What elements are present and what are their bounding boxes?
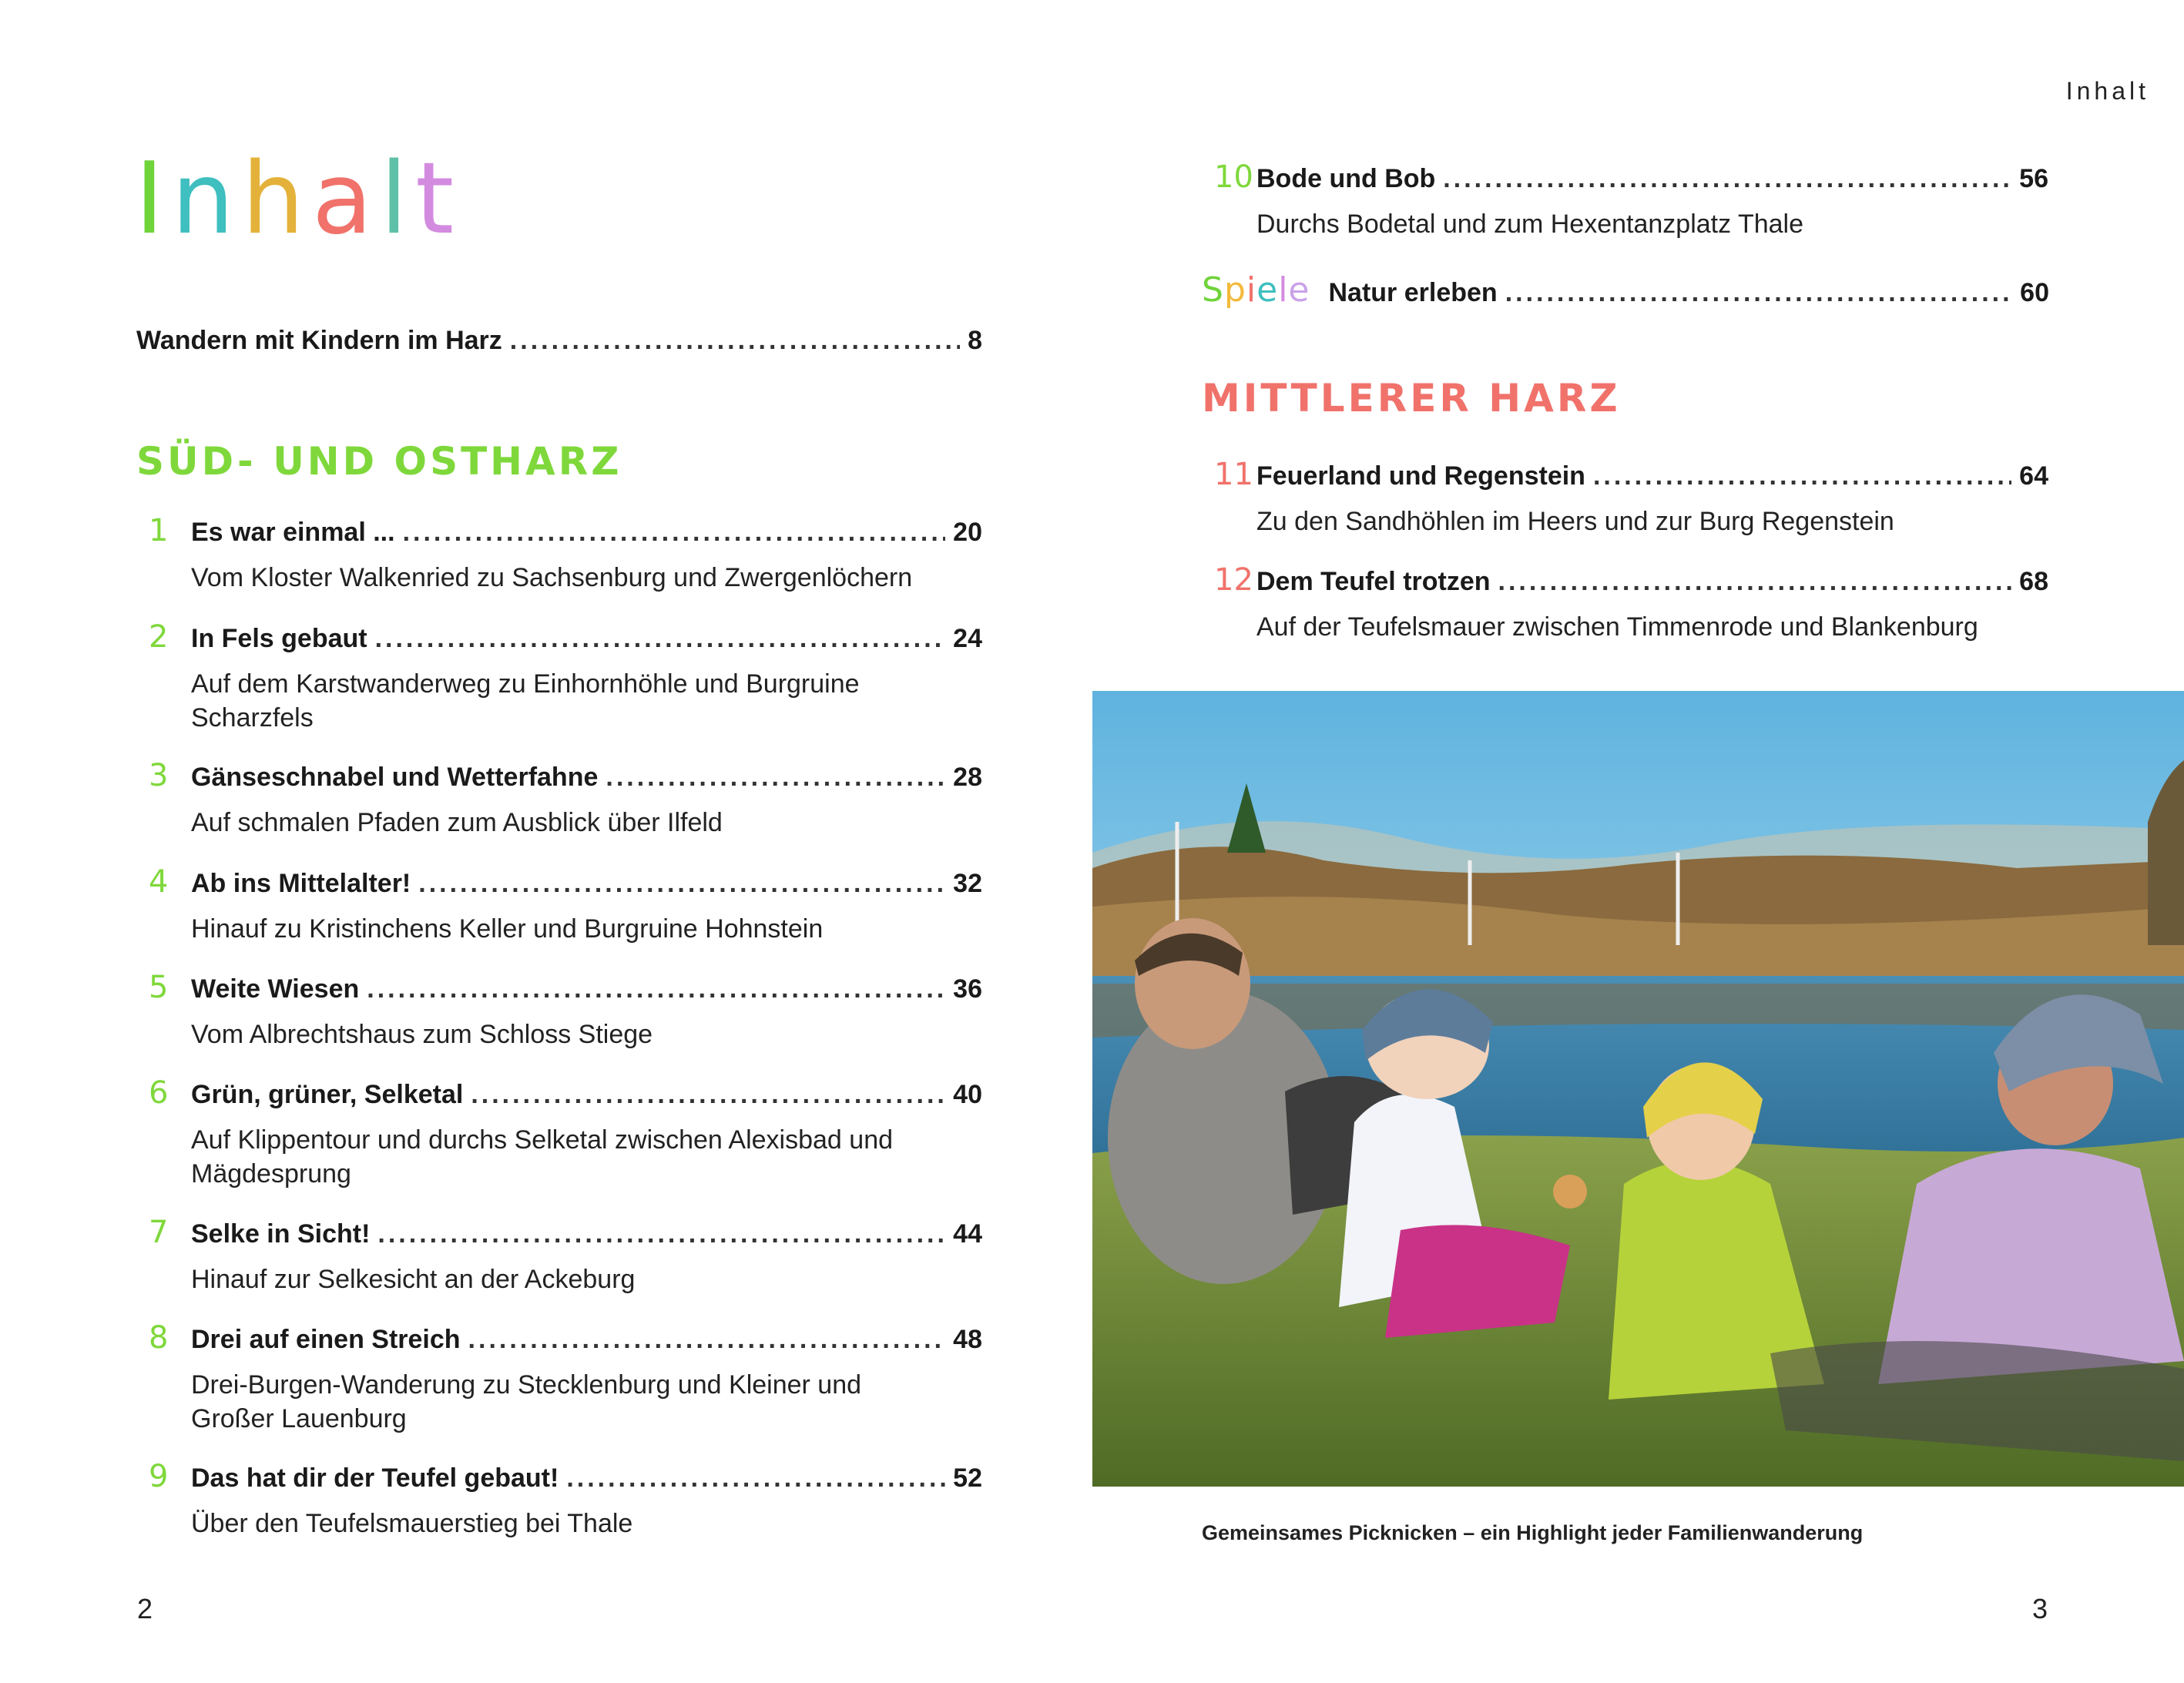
toc-leader [1443, 164, 2011, 194]
toc-leader [510, 326, 960, 356]
toc-entry[interactable] [149, 619, 982, 735]
toc-entry-title: Feuerland und Regenstein [1256, 461, 1585, 491]
toc-entry-title: Dem Teufel trotzen [1256, 567, 1491, 596]
family-picnic-photo [1092, 691, 2184, 1487]
toc-entry[interactable] [149, 513, 982, 595]
toc-entry-title: Gänseschnabel und Wetterfahne [191, 763, 599, 792]
toc-entry-title: Bode und Bob [1256, 164, 1436, 193]
toc-entry-page: 36 [953, 974, 982, 1004]
toc-entry-subtitle: Auf schmalen Pfaden zum Ausblick über Ilfeld [191, 808, 723, 837]
toc-leader [367, 974, 945, 1004]
page-number-right: 3 [2032, 1593, 2048, 1624]
title-letter: I [135, 142, 172, 256]
toc-entry-page: 28 [953, 763, 982, 792]
toc-entry-page: 8 [968, 326, 982, 355]
page-number-left: 2 [137, 1593, 153, 1624]
toc-entry-page: 40 [953, 1080, 982, 1109]
toc-entry[interactable] [149, 1459, 982, 1541]
toc-leader [403, 518, 946, 548]
toc-entry[interactable] [149, 758, 982, 840]
toc-entry-number: 1 [149, 513, 169, 548]
toc-entry-subtitle: Durchs Bodetal und zum Hexentanzplatz Thale [1256, 210, 1803, 239]
toc-entry-page: 20 [953, 518, 982, 547]
toc-entry-number: 9 [149, 1459, 169, 1494]
toc-entry-title: Grün, grüner, Selketal [191, 1080, 464, 1109]
toc-entry[interactable] [1214, 159, 2048, 241]
toc-entry-number: 11 [1214, 457, 1253, 492]
title-letter: h [241, 142, 312, 256]
toc-entry-page: 56 [2019, 164, 2048, 193]
toc-entry-intro[interactable] [136, 326, 982, 361]
toc-entry-spiele[interactable] [1202, 270, 2049, 310]
toc-entry-number: 4 [149, 864, 169, 900]
toc-leader [375, 624, 946, 654]
toc-leader [1505, 278, 2012, 308]
toc-entry-number: 7 [149, 1215, 169, 1250]
toc-entry-title: Natur erleben [1328, 278, 1498, 307]
title-letter: a [312, 142, 381, 256]
toc-entry-subtitle: Drei-Burgen-Wanderung zu Stecklenburg und Kleiner und Großer Lauenburg [191, 1370, 862, 1433]
toc-entry-subtitle: Vom Kloster Walkenried zu Sachsenburg und Zwergenlöchern [191, 563, 913, 592]
toc-leader [418, 869, 945, 899]
toc-entry-number: 2 [149, 619, 169, 655]
toc-leader [1498, 567, 2012, 597]
toc-entry-subtitle: Auf dem Karstwanderweg zu Einhornhöhle und Burgruine Scharzfels [191, 669, 860, 733]
toc-entry-number: 8 [149, 1320, 169, 1356]
page-title [135, 142, 462, 256]
spiele-letter: i [1246, 270, 1257, 310]
spiele-letter: e [1288, 270, 1310, 310]
toc-entry-subtitle: Vom Albrechtshaus zum Schloss Stiege [191, 1020, 653, 1049]
toc-entry-page: 64 [2019, 461, 2048, 491]
toc-entry-title: Drei auf einen Streich [191, 1325, 461, 1354]
toc-leader [377, 1219, 945, 1249]
spiele-letter: e [1256, 270, 1279, 310]
toc-leader [606, 763, 945, 793]
toc-entry-page: 44 [953, 1219, 982, 1249]
toc-entry-page: 24 [953, 624, 982, 653]
toc-leader [566, 1463, 945, 1494]
title-letter: t [415, 142, 462, 256]
toc-entry-title: Das hat dir der Teufel gebaut! [191, 1463, 559, 1493]
toc-entry-title: Wandern mit Kindern im Harz [136, 326, 502, 355]
toc-entry-subtitle: Zu den Sandhöhlen im Heers und zur Burg Regenstein [1256, 507, 1894, 536]
toc-entry-page: 48 [953, 1325, 982, 1354]
toc-entry-number: 10 [1214, 159, 1253, 195]
toc-entry-title: Weite Wiesen [191, 974, 360, 1004]
spiele-letter: p [1223, 270, 1246, 310]
toc-leader [1593, 461, 2011, 491]
toc-entry-subtitle: Über den Teufelsmauerstieg bei Thale [191, 1509, 633, 1538]
running-header: Inhalt [2065, 77, 2149, 105]
spiele-letter: S [1202, 270, 1224, 310]
toc-entry-page: 60 [2020, 278, 2049, 307]
toc-entry-title: Ab ins Mittelalter! [191, 869, 411, 898]
toc-entry-number: 6 [149, 1075, 169, 1111]
toc-entry[interactable] [149, 1215, 982, 1296]
toc-entry-subtitle: Auf der Teufelsmauer zwischen Timmenrode und Blankenburg [1256, 612, 1978, 642]
toc-entry[interactable] [149, 970, 982, 1051]
toc-entry-subtitle: Hinauf zur Selkesicht an der Ackeburg [191, 1265, 636, 1294]
toc-entry[interactable] [149, 1075, 982, 1191]
spiele-label [1202, 270, 1310, 310]
toc-entry-page: 52 [953, 1463, 982, 1493]
photo-caption: Gemeinsames Picknicken – ein Highlight jeder Familienwanderung [1202, 1521, 1864, 1544]
spiele-letter: l [1278, 270, 1289, 310]
toc-entry-title: Selke in Sicht! [191, 1219, 371, 1249]
toc-entry-number: 12 [1214, 562, 1253, 598]
toc-leader [468, 1325, 946, 1355]
toc-entry-title: In Fels gebaut [191, 624, 367, 653]
section-heading-mittel: MITTLERER HARZ [1202, 376, 1621, 421]
toc-entry[interactable] [149, 1320, 982, 1436]
toc-entry-number: 3 [149, 758, 169, 793]
title-letter: n [171, 142, 242, 256]
toc-entry[interactable] [1214, 457, 2048, 538]
toc-entry-subtitle: Auf Klippentour und durchs Selketal zwischen Alexisbad und Mägdesprung [191, 1125, 894, 1188]
toc-entry-page: 32 [953, 869, 982, 898]
toc-entry-number: 5 [149, 970, 169, 1005]
toc-entry-subtitle: Hinauf zu Kristinchens Keller und Burgruine Hohnstein [191, 914, 824, 944]
toc-entry[interactable] [149, 864, 982, 946]
section-heading-sued: SÜD- UND OSTHARZ [136, 439, 622, 484]
toc-entry[interactable] [1214, 562, 2048, 644]
title-letter: l [380, 142, 415, 256]
toc-entry-title: Es war einmal ... [191, 518, 395, 547]
toc-leader [471, 1080, 945, 1110]
toc-entry-page: 68 [2019, 567, 2048, 596]
